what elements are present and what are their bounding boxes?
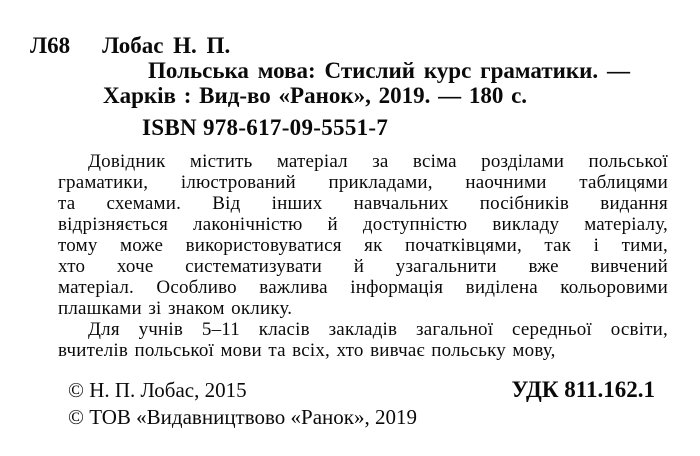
annotation-line: граматики, ілюстрований прикладами, наочними таблицями xyxy=(58,172,668,193)
copyright-author-line: © Н. П. Лобас, 2015 xyxy=(68,378,247,402)
udc-number: УДК 811.162.1 xyxy=(511,377,655,402)
annotation-line: матеріал. Особливо важлива інформація виділена кольоровими xyxy=(58,277,668,298)
annotation-line: вчителів польської мови та всіх, хто вивчає польську мову, xyxy=(58,340,556,361)
annotation-line: відрізняється лаконічністю й доступністю викладу матеріалу, xyxy=(58,214,668,235)
annotation-line: тому може використовуватися як початківцями, так і тими, xyxy=(58,235,668,256)
copyright-block xyxy=(68,377,417,431)
annotation-line: та схемами. Від інших навчальних посібників видання xyxy=(58,193,668,214)
catalog-header-row xyxy=(30,33,668,58)
catalog-code: Л68 xyxy=(30,33,71,58)
title-line-2: Харків : Вид-во «Ранок», 2019. — 180 с. xyxy=(103,83,528,108)
annotation-line: Для учнів 5–11 класів закладів загальної середньої освіти, xyxy=(88,319,668,340)
annotation-paragraph xyxy=(58,151,668,361)
annotation-line: хто хоче систематизувати й узагальнити вже вивчений xyxy=(58,256,668,277)
copyright-publisher-line: © ТОВ «Видавництвово «Ранок», 2019 xyxy=(68,405,417,429)
isbn-line: ISBN 978-617-09-5551-7 xyxy=(142,115,389,140)
annotation-line: плашками зі знаком оклику. xyxy=(58,298,293,319)
author-name: Лобас Н. П. xyxy=(102,33,231,58)
imprint-footer xyxy=(68,377,668,431)
annotation-line: Довідник містить матеріал за всіма розділами польської xyxy=(88,151,668,172)
title-line-1: Польська мова: Стислий курс граматики. — xyxy=(148,58,630,83)
